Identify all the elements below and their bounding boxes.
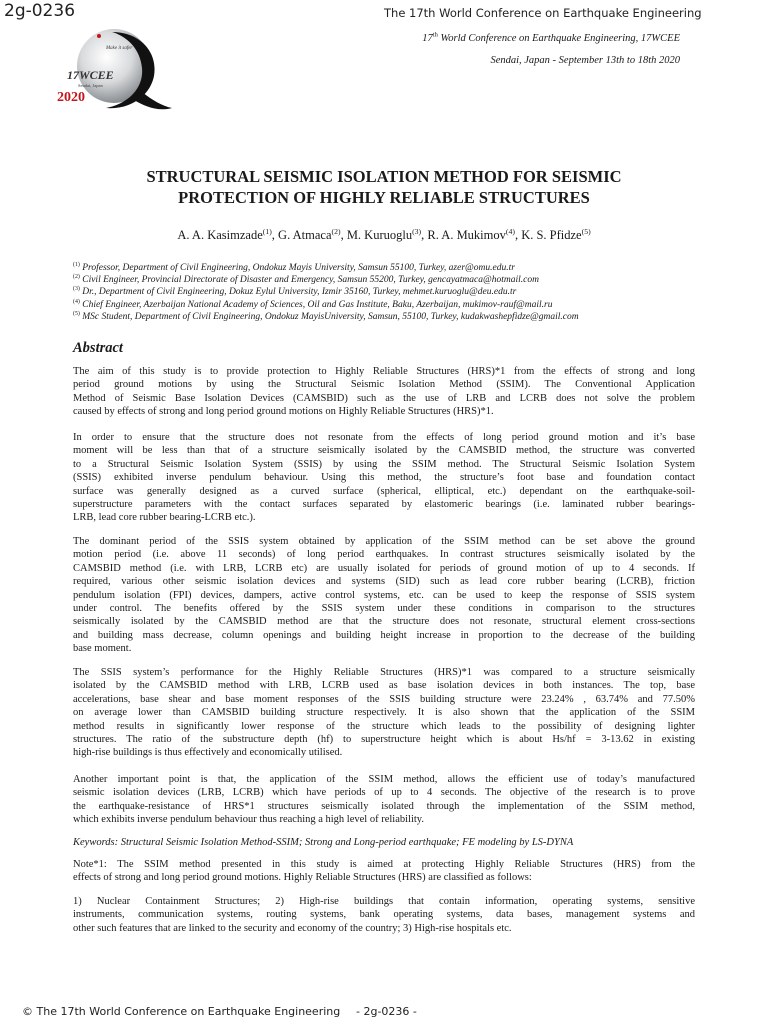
affiliation-text: Dr., Department of Civil Engineering, Dokuz Eylul University, Izmir 35160, Turkey, mehmet.kuruoglu@deu.edu.tr [79, 287, 517, 298]
text-line: The SSIS system’s performance for the Highly Reliable Structures (HRS)*1 was compared to a structure seismically [73, 667, 695, 678]
affiliation-item [73, 274, 713, 286]
text-line: and building mass decrease, column openings and building height increase in proportion to the decrease of the building [73, 629, 695, 641]
logo-name: 17WCEE [67, 68, 114, 82]
affiliation-text: Civil Engineer, Provincial Directorate of Disaster and Emergency, Samsun 55200, Turkey, gencayatmaca@hotmail.com [79, 275, 539, 286]
text-line: effects of strong and long period ground motions. Highly Reliable Structures (HRS) are classified as follows: [73, 872, 532, 884]
text-line: base moment. [73, 643, 132, 655]
author-name: A. A. Kasimzade [177, 228, 263, 242]
text-line: The aim of this study is to provide protection to Highly Reliable Structures (HRS)*1 from the effects of strong and long [73, 366, 695, 377]
abstract-paragraph [73, 535, 695, 656]
author-separator: , [340, 228, 347, 242]
text-line: isolated by the CAMSBID method with LRB, LCRB used as base isolation devices in both instances. The top, base [73, 680, 695, 692]
author-list [0, 228, 768, 243]
text-line: 1) Nuclear Containment Structures; 2) High-rise buildings that contain information, operating systems, sensitive [73, 896, 695, 907]
text-line: Another important point is that, the application of the SSIM method, allows the efficient use of today’s manufactured [73, 774, 695, 785]
text-line: the earthquake-resistance of HRS*1 structures seismically isolated through the implementation of the SSIM method, [73, 800, 695, 812]
paper-title [0, 166, 768, 208]
note-paragraph [73, 895, 695, 935]
text-line: on average lower than CAMSBID building structure respectively. It is also shown that the application of the SSIM [73, 707, 695, 719]
affiliation-item [73, 299, 713, 311]
text-line: (SSIS) exhibited inverse pendulum behaviour. Using this method, the structure’s foot base and foundation contact [73, 472, 695, 484]
affiliation-item [73, 286, 713, 298]
affiliation-text: Professor, Department of Civil Engineering, Ondokuz Mayis University, Samsun 55100, Turkey, azer@omu.edu.tr [79, 263, 515, 273]
text-line: to a Structural Seismic Isolation System (SSIS) by using the SSIM method. The Structural Seismic Isolation System [73, 458, 695, 470]
affiliation-mark: (5) [73, 310, 80, 317]
text-line: seismic isolation devices (LRB, LCRB) which have periods of up to 4 seconds. The objective of the research is to prove [73, 787, 695, 799]
abstract-paragraph [73, 773, 695, 827]
text-line: Note*1: The SSIM method presented in this study is aimed at protecting Highly Reliable Structures (HRS) from the [73, 859, 695, 870]
text-line: In order to ensure that the structure does not resonate from the effects of long period ground motion and it’s base [73, 432, 695, 443]
paper-title-line: STRUCTURAL SEISMIC ISOLATION METHOD FOR SEISMIC [146, 167, 622, 186]
abstract-heading: Abstract [73, 340, 123, 356]
text-line: moment will be less than that of a structure seismically isolated by the CAMSBID method, the structure was converted [73, 445, 695, 457]
text-line: period ground motions by using the Structural Seismic Isolation Method (SSIM). The Conventional Application [73, 379, 695, 391]
text-line: structures. The ratio of the substructure depth (hf) to superstructure height which is about Hs/hf = 3-13.62 in existing [73, 734, 695, 746]
text-line: motion period (i.e. above 11 seconds) of long period earthquakes. In contrast structures seismically isolated by the [73, 549, 695, 561]
footer-copyright: © The 17th World Conference on Earthquake Engineering [22, 1005, 341, 1018]
paper-id: 2g-0236 [4, 1, 76, 21]
author-affiliation-mark: (3) [412, 226, 422, 236]
affiliation-mark: (4) [73, 298, 80, 305]
running-header-conference: 17th World Conference on Earthquake Engineering, 17WCEE [422, 31, 680, 44]
paper-title-line: PROTECTION OF HIGHLY RELIABLE STRUCTURES [178, 188, 590, 207]
text-line: instruments, communication systems, routing systems, bank operating systems, data bases, management systems and [73, 909, 695, 921]
author-name: G. Atmaca [278, 228, 332, 242]
affiliation-list [73, 262, 713, 323]
footer-page-id: - 2g-0236 - [356, 1005, 417, 1018]
affiliation-item [73, 262, 713, 274]
author-name: M. Kuruoglu [346, 228, 413, 242]
note-paragraph [73, 858, 695, 885]
author-affiliation-mark: (2) [331, 226, 341, 236]
text-line: LRB, lead core rubber bearing-LCRB etc.). [73, 512, 256, 524]
text-line: surface was generally designed as a curved surface (spherical, elliptical, etc.) dependant on the earthquake-soil- [73, 485, 695, 497]
affiliation-item [73, 311, 713, 323]
keywords: Keywords: Structural Seismic Isolation Method-SSIM; Strong and Long-period earthquake; FE modeling by LS-DYNA [73, 837, 574, 848]
text-line: seismically isolated by the CAMSBID method are that the structure does not resonate, structural element cross-sections [73, 616, 695, 628]
text-line: caused by effects of strong and long period ground motions on Highly Reliable Structures (HRS)*1. [73, 406, 494, 418]
abstract-paragraph [73, 431, 695, 525]
logo-location: Sendai, Japan [78, 83, 103, 88]
text-line: under control. The benefits offered by the SSIS system under these conditions in comparison to the structures [73, 603, 695, 615]
text-line: Method of Seismic Base Isolation Devices (CAMSBID) such as the use of LRB and LCRB does not solve the problem [73, 392, 695, 404]
text-line: pendulum isolation (FPI) devices, dampers, active control systems, etc. can be used to keep the response of SSIS system [73, 589, 695, 601]
logo-year: 2020 [57, 90, 85, 105]
affiliation-text: Chief Engineer, Azerbaijan National Academy of Sciences, Oil and Gas Institute, Baku, Azerbaijan, mukimov-rauf@mail.ru [79, 299, 553, 310]
author-separator: , [271, 228, 279, 242]
affiliation-mark: (2) [73, 274, 80, 281]
text-line: which exhibits inverse pendulum behaviour thus reaching a high level of reliability. [73, 814, 424, 826]
affiliation-text: MSc Student, Department of Civil Engineering, Ondokuz MayisUniversity, Samsun, 55100, Turkey, kudakwashepfidze@gmail.com [79, 311, 579, 322]
logo-motto: Make it safer [106, 46, 133, 51]
text-line: CAMSBID method (i.e. with LRB, LCRB etc) are usually isolated for periods of ground motion of up to 4 seconds. If [73, 562, 695, 574]
author-name: R. A. Mukimov [427, 228, 506, 242]
conference-banner: The 17th World Conference on Earthquake Engineering [384, 6, 702, 20]
text-line: high-rise buildings is thus effectively and economically utilised. [73, 747, 343, 759]
text-line: accelerations, base shear and base moment responses of the SSIS building structure were 23.24% , 63.74% and 77.50% [73, 693, 695, 705]
author-affiliation-mark: (4) [505, 226, 515, 236]
affiliation-mark: (1) [73, 261, 80, 268]
text-line: method results in significantly lower response of the structure which leads to the possibility of designing lighter [73, 720, 695, 732]
running-header-location-date: Sendai, Japan - September 13th to 18th 2020 [490, 55, 680, 66]
text-line: other such features that are linked to the security and economy of the country; 3) High-rise hospitals etc. [73, 922, 512, 934]
author-affiliation-mark: (5) [581, 226, 591, 236]
author-affiliation-mark: (1) [262, 226, 272, 236]
author-name: K. S. Pfidze [521, 228, 582, 242]
abstract-paragraph [73, 666, 695, 760]
abstract-paragraph [73, 365, 695, 419]
text-line: The dominant period of the SSIS system obtained by application of the SSIM method can be set above the ground [73, 536, 695, 547]
author-separator: , [514, 228, 522, 242]
text-line: required, various other seismic isolation devices and systems (SID) such as lead core rubber bearing (LCRB), friction [73, 576, 695, 588]
affiliation-mark: (3) [73, 286, 80, 293]
conference-logo [54, 26, 174, 116]
author-separator: , [421, 228, 428, 242]
text-line: superstructure parameters with the contact surfaces separated by elastomeric bearings (i.e. laminated rubber bearings- [73, 499, 695, 511]
